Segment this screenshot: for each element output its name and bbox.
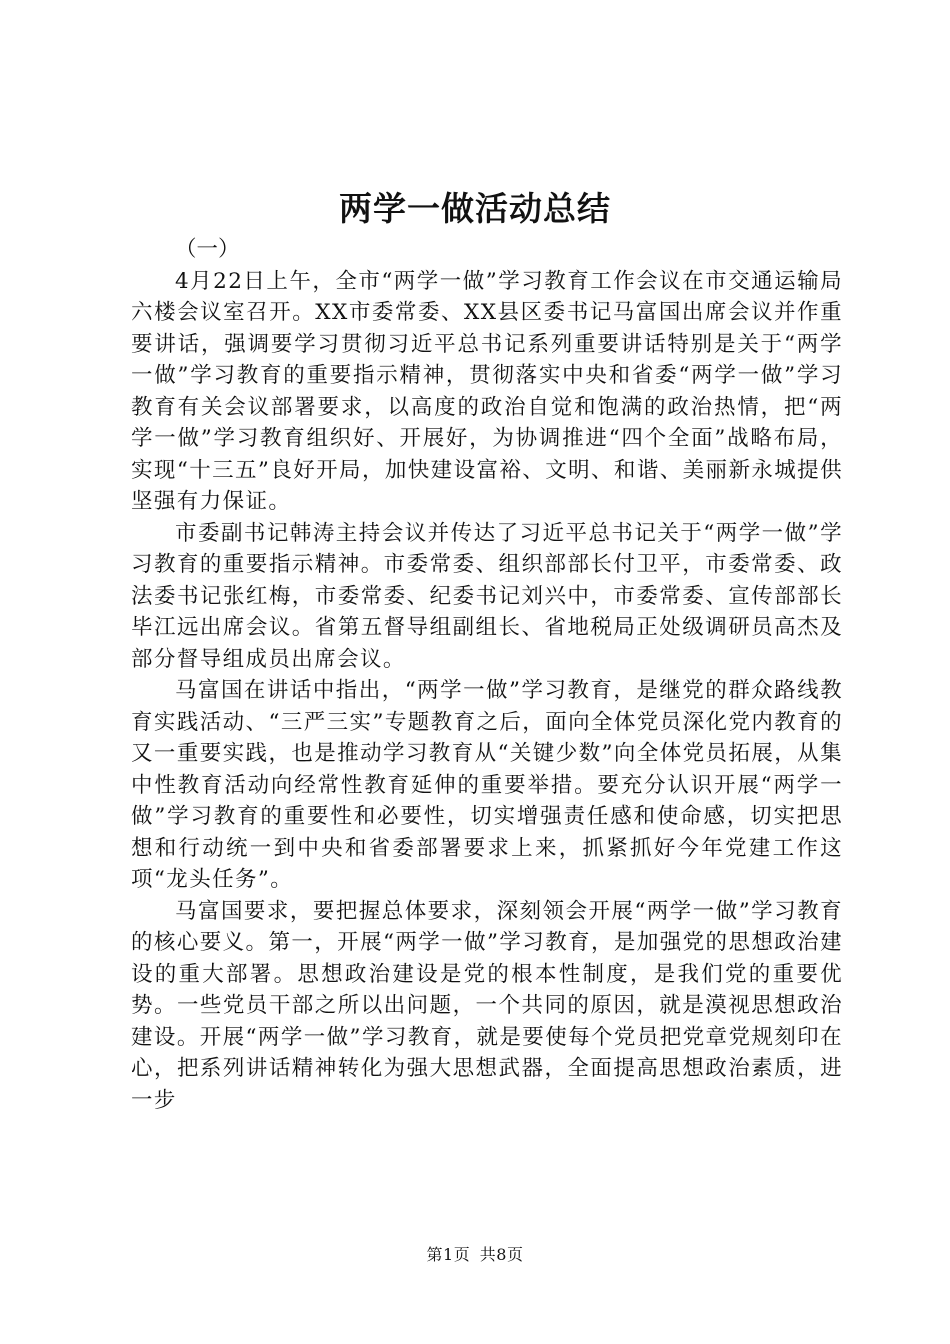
paragraph-2: 市委副书记韩涛主持会议并传达了习近平总书记关于“两学一做”学习教育的重要指示精神。市委常委、组织部部长付卫平，市委常委、政法委书记张红梅，市委常委、纪委书记刘兴中，市委常委、宣传部部长毕江远出席会议。省第五督导组副组长、省地税局正处级调研员高杰及部分督导组成员出席会议。 (131, 520, 843, 672)
document-body (131, 234, 843, 1116)
paragraph-1: 4月22日上午，全市“两学一做”学习教育工作会议在市交通运输局六楼会议室召开。XX市委常委、XX县区委书记马富国出席会议并作重要讲话，强调要学习贯彻习近平总书记系列重要讲话特别是关于“两学一做”学习教育的重要指示精神，贯彻落实中央和省委“两学一做”学习教育有关会议部署要求，以高度的政治自觉和饱满的政治热情，把“两学一做”学习教育组织好、开展好，为协调推进“四个全面”战略布局，实现“十三五”良好开局，加快建设富裕、文明、和谐、美丽新永城提供坚强有力保证。 (131, 268, 843, 514)
paragraph-4: 马富国要求，要把握总体要求，深刻领会开展“两学一做”学习教育的核心要义。第一，开展“两学一做”学习教育，是加强党的思想政治建设的重大部署。思想政治建设是党的根本性制度，是我们党的重要优势。一些党员干部之所以出问题，一个共同的原因，就是漠视思想政治建设。开展“两学一做”学习教育，就是要使每个党员把党章党规刻印在心，把系列讲话精神转化为强大思想武器，全面提高思想政治素质，进一步 (131, 898, 843, 1113)
section-label: （一） (175, 237, 240, 262)
document-title: 两学一做活动总结 (339, 189, 611, 228)
page-total: 共8页 (479, 1245, 524, 1264)
page-footer (0, 1244, 950, 1266)
paragraph-3: 马富国在讲话中指出，“两学一做”学习教育，是继党的群众路线教育实践活动、“三严三实”专题教育之后，面向全体党员深化党内教育的又一重要实践，也是推动学习教育从“关键少数”向全体党员拓展，从集中性教育活动向经常性教育延伸的重要举措。要充分认识开展“两学一做”学习教育的重要性和必要性，切实增强责任感和使命感，切实把思想和行动统一到中央和省委部署要求上来，抓紧抓好今年党建工作这项“龙头任务”。 (131, 678, 843, 892)
page-number: 第1页 (426, 1245, 471, 1264)
